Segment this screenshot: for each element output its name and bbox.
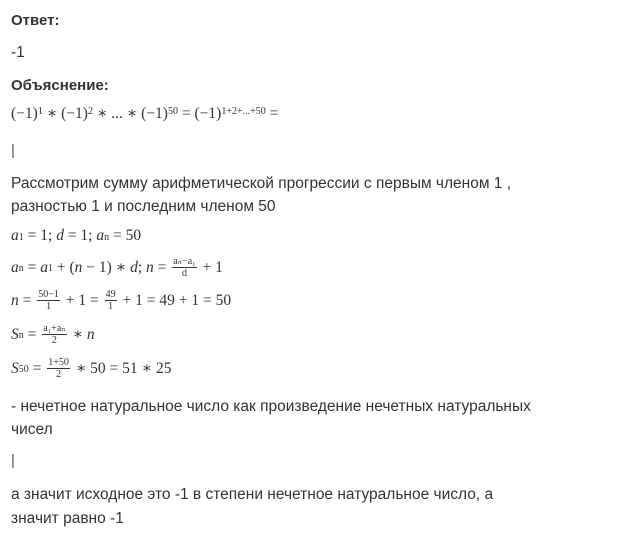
explanation-heading: Объяснение: <box>11 77 109 94</box>
paragraph-conclusion-cont: значит равно -1 <box>11 510 124 527</box>
answer-value: -1 <box>11 44 25 61</box>
fraction: $\frac{\text{a₁+aₙ}}{2}$ <box>43 323 66 346</box>
equation-nth-term: a $_n$ = a $_1$ + ( n − 1) ∗ d ; n = $\frac{\text{aₙ−a₁}}{d}$ + 1 <box>11 256 223 279</box>
equation-n-value: n = $\frac{50-1}{1}$ + 1 = $\frac{49}{1}$ + 1 = 49 + 1 = 50 <box>11 289 232 312</box>
text-cursor: | <box>11 142 15 159</box>
paragraph-odd-number: - нечетное натуральное число как произведение нечетных натуральных <box>11 398 531 415</box>
text-cursor: | <box>11 452 15 469</box>
answer-heading: Ответ: <box>11 12 60 29</box>
paragraph-conclusion: а значит исходное это -1 в степени нечетное натуральное число, а <box>11 486 494 503</box>
paragraph-odd-number-cont: чисел <box>11 421 53 438</box>
paragraph-progression-cont: разностью 1 и последним членом 50 <box>11 198 276 215</box>
fraction: $\frac{1+50}{2}$ <box>48 357 69 380</box>
paragraph-progression: Рассмотрим сумму арифметической прогрессии с первым членом 1 , <box>11 175 512 192</box>
equation-sum-formula: S $_n$ = $\frac{\text{a₁+aₙ}}{2}$ ∗ n <box>11 323 95 346</box>
equation-initial-values: a $_1$ = 1; d = 1; a $_n$ = 50 <box>11 227 142 244</box>
fraction: $\frac{50-1}{1}$ <box>38 289 59 312</box>
fraction: $\frac{\text{aₙ−a₁}}{d}$ <box>173 256 196 279</box>
equation-product: (−1) $^1$ ∗ (−1) $^2$ ∗ ... ∗ (−1) $^{50}$ = (−1) $^{1+2+...+50}$ = <box>11 104 279 122</box>
equation-sum-50: S $_{50}$ = $\frac{1+50}{2}$ ∗ 50 = 51 ∗ 25 <box>11 357 172 380</box>
fraction: $\frac{49}{1}$ <box>105 289 116 312</box>
